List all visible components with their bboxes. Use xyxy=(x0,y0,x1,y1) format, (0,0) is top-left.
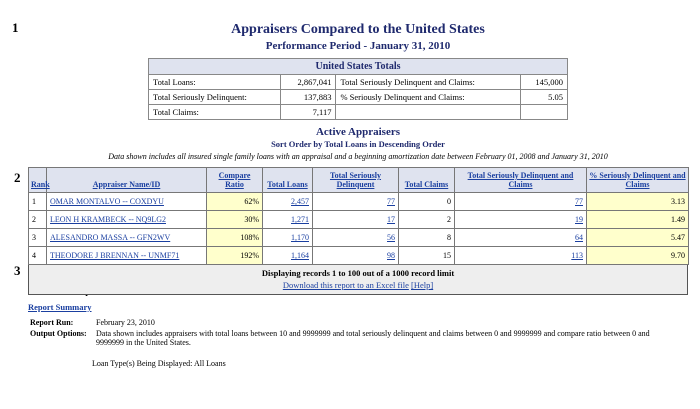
total-sd-and-claims-link[interactable]: 113 xyxy=(571,251,583,260)
cell-appraiser-name[interactable] xyxy=(47,211,207,229)
column-header-total-claims-link[interactable]: Total Claims xyxy=(404,180,449,189)
cell-total-claims: 15 xyxy=(399,247,455,265)
appraiser-name-link[interactable]: ALESANDRO MASSA -- GFN2WV xyxy=(50,233,171,242)
cell-total-claims: 2 xyxy=(399,211,455,229)
loan-type-text: Loan Type(s) Being Displayed: All Loans xyxy=(92,359,226,368)
callout-3: 3 xyxy=(14,263,21,278)
column-header-appraiser-name-link[interactable]: Appraiser Name/ID xyxy=(92,180,161,189)
totals-empty-value xyxy=(520,105,567,120)
records-footer xyxy=(28,265,688,295)
table-row xyxy=(29,193,689,211)
cell-total-sd-and-claims[interactable] xyxy=(455,193,587,211)
pct-sd-claims-value: 5.05 xyxy=(520,90,567,105)
cell-compare-ratio: 30% xyxy=(207,211,263,229)
cell-total-sd-and-claims[interactable] xyxy=(455,229,587,247)
total-seriously-delinquent-link[interactable]: 17 xyxy=(387,215,395,224)
cell-total-seriously-delinquent[interactable] xyxy=(313,247,399,265)
report-summary-section xyxy=(28,302,688,312)
table-row xyxy=(149,59,568,75)
cell-total-claims: 8 xyxy=(399,229,455,247)
cell-compare-ratio: 108% xyxy=(207,229,263,247)
cell-appraiser-name[interactable] xyxy=(47,193,207,211)
report-run-label: Report Run: xyxy=(30,318,74,327)
column-header-rank-link[interactable]: Rank xyxy=(31,180,50,189)
appraisers-table xyxy=(28,167,689,265)
table-row xyxy=(149,75,568,90)
total-sd-claims-label: Total Seriously Delinquent and Claims: xyxy=(336,75,520,90)
total-sd-and-claims-link[interactable]: 64 xyxy=(575,233,583,242)
total-seriously-delinquent-label: Total Seriously Delinquent: xyxy=(149,90,281,105)
column-header-total-loans[interactable] xyxy=(263,168,313,193)
cell-appraiser-name[interactable] xyxy=(47,247,207,265)
help-link[interactable]: [Help] xyxy=(411,280,434,290)
cell-total-seriously-delinquent[interactable] xyxy=(313,229,399,247)
us-totals-table xyxy=(148,58,568,120)
cell-rank: 2 xyxy=(29,211,47,229)
column-header-compare-ratio-link[interactable]: Compare Ratio xyxy=(218,171,251,189)
cell-total-seriously-delinquent[interactable] xyxy=(313,211,399,229)
table-row xyxy=(29,247,689,265)
cell-rank: 3 xyxy=(29,229,47,247)
output-options-label: Output Options: xyxy=(30,329,87,338)
cell-total-loans[interactable] xyxy=(263,193,313,211)
cell-compare-ratio: 192% xyxy=(207,247,263,265)
callout-2: 2 xyxy=(14,170,21,185)
table-row xyxy=(28,328,668,348)
table-row xyxy=(29,211,689,229)
cell-pct-sd-and-claims: 5.47 xyxy=(587,229,689,247)
total-seriously-delinquent-link[interactable]: 77 xyxy=(387,197,395,206)
column-header-total-claims[interactable] xyxy=(399,168,455,193)
column-header-total-loans-link[interactable]: Total Loans xyxy=(267,180,308,189)
cell-total-loans[interactable] xyxy=(263,229,313,247)
cell-compare-ratio: 62% xyxy=(207,193,263,211)
table-row xyxy=(149,105,568,120)
total-sd-and-claims-link[interactable]: 77 xyxy=(575,197,583,206)
total-seriously-delinquent-link[interactable]: 56 xyxy=(387,233,395,242)
table-row xyxy=(28,317,668,328)
column-header-pct-sd-and-claims-link[interactable]: % Seriously Delinquent and Claims xyxy=(589,171,686,189)
total-sd-claims-value: 145,000 xyxy=(520,75,567,90)
cell-pct-sd-and-claims: 3.13 xyxy=(587,193,689,211)
report-page xyxy=(28,14,688,368)
cell-total-sd-and-claims[interactable] xyxy=(455,211,587,229)
appraiser-name-link[interactable]: LEON H KRAMBECK -- NQ9LG2 xyxy=(50,215,166,224)
column-header-total-seriously-delinquent-link[interactable]: Total Seriously Delinquent xyxy=(329,171,382,189)
table-row xyxy=(149,90,568,105)
table-row xyxy=(29,229,689,247)
callout-1: 1 xyxy=(12,20,19,35)
cell-appraiser-name[interactable] xyxy=(47,229,207,247)
column-header-compare-ratio[interactable] xyxy=(207,168,263,193)
cell-pct-sd-and-claims: 1.49 xyxy=(587,211,689,229)
cell-total-seriously-delinquent[interactable] xyxy=(313,193,399,211)
total-loans-link[interactable]: 1,170 xyxy=(291,233,309,242)
sort-order-text: Sort Order by Total Loans in Descending Order xyxy=(271,139,445,149)
total-claims-value: 7,117 xyxy=(281,105,336,120)
totals-empty-label xyxy=(336,105,520,120)
cell-rank: 4 xyxy=(29,247,47,265)
report-summary-table xyxy=(28,317,668,348)
appraiser-name-link[interactable]: THEODORE J BRENNAN -- UNMF71 xyxy=(50,251,180,260)
records-count-text: Displaying records 1 to 100 out of a 1000 record limit xyxy=(261,268,455,278)
column-header-total-seriously-delinquent[interactable] xyxy=(313,168,399,193)
report-subtitle: Performance Period - January 31, 2010 xyxy=(265,40,451,52)
table-header-row xyxy=(29,168,689,193)
download-excel-link[interactable]: Download this report to an Excel file xyxy=(282,280,409,290)
output-options-value: Data shown includes appraisers with total loans between 10 and 9999999 and total seriously delinquent and claims between 0 and 9999999 and compare ratio between 0 and 9999999 in the United States. xyxy=(96,329,650,347)
cell-total-claims: 0 xyxy=(399,193,455,211)
total-seriously-delinquent-link[interactable]: 98 xyxy=(387,251,395,260)
report-summary-link[interactable]: Report Summary xyxy=(28,302,92,312)
total-sd-and-claims-link[interactable]: 19 xyxy=(575,215,583,224)
total-seriously-delinquent-value: 137,883 xyxy=(281,90,336,105)
data-note-text: Data shown includes all insured single family loans with an appraisal and a beginning amortization date between February 01, 2008 and January 31, 2010 xyxy=(108,152,608,161)
total-loans-link[interactable]: 1,164 xyxy=(291,251,309,260)
total-loans-label: Total Loans: xyxy=(149,75,281,90)
report-title: Appraisers Compared to the United States xyxy=(231,22,485,37)
cell-pct-sd-and-claims: 9.70 xyxy=(587,247,689,265)
us-totals-title: United States Totals xyxy=(149,59,568,75)
download-row xyxy=(29,280,687,290)
total-loans-link[interactable]: 1,271 xyxy=(291,215,309,224)
cell-total-loans[interactable] xyxy=(263,211,313,229)
column-header-pct-sd-and-claims[interactable] xyxy=(587,168,689,193)
total-loans-value: 2,867,041 xyxy=(281,75,336,90)
appraiser-name-link[interactable]: OMAR MONTALVO -- COXDYU xyxy=(50,197,164,206)
cell-rank: 1 xyxy=(29,193,47,211)
column-header-rank[interactable] xyxy=(29,168,50,193)
cell-total-sd-and-claims[interactable] xyxy=(455,247,587,265)
column-header-total-sd-and-claims-link[interactable]: Total Seriously Delinquent and Claims xyxy=(467,171,574,189)
total-claims-label: Total Claims: xyxy=(149,105,281,120)
column-header-appraiser-name[interactable] xyxy=(47,168,207,193)
total-loans-link[interactable]: 2,457 xyxy=(291,197,309,206)
column-header-total-sd-and-claims[interactable] xyxy=(455,168,587,193)
report-run-value: February 23, 2010 xyxy=(96,318,155,327)
pct-sd-claims-label: % Seriously Delinquent and Claims: xyxy=(336,90,520,105)
active-appraisers-heading: Active Appraisers xyxy=(315,126,400,138)
us-totals-section xyxy=(28,58,688,120)
cell-total-loans[interactable] xyxy=(263,247,313,265)
